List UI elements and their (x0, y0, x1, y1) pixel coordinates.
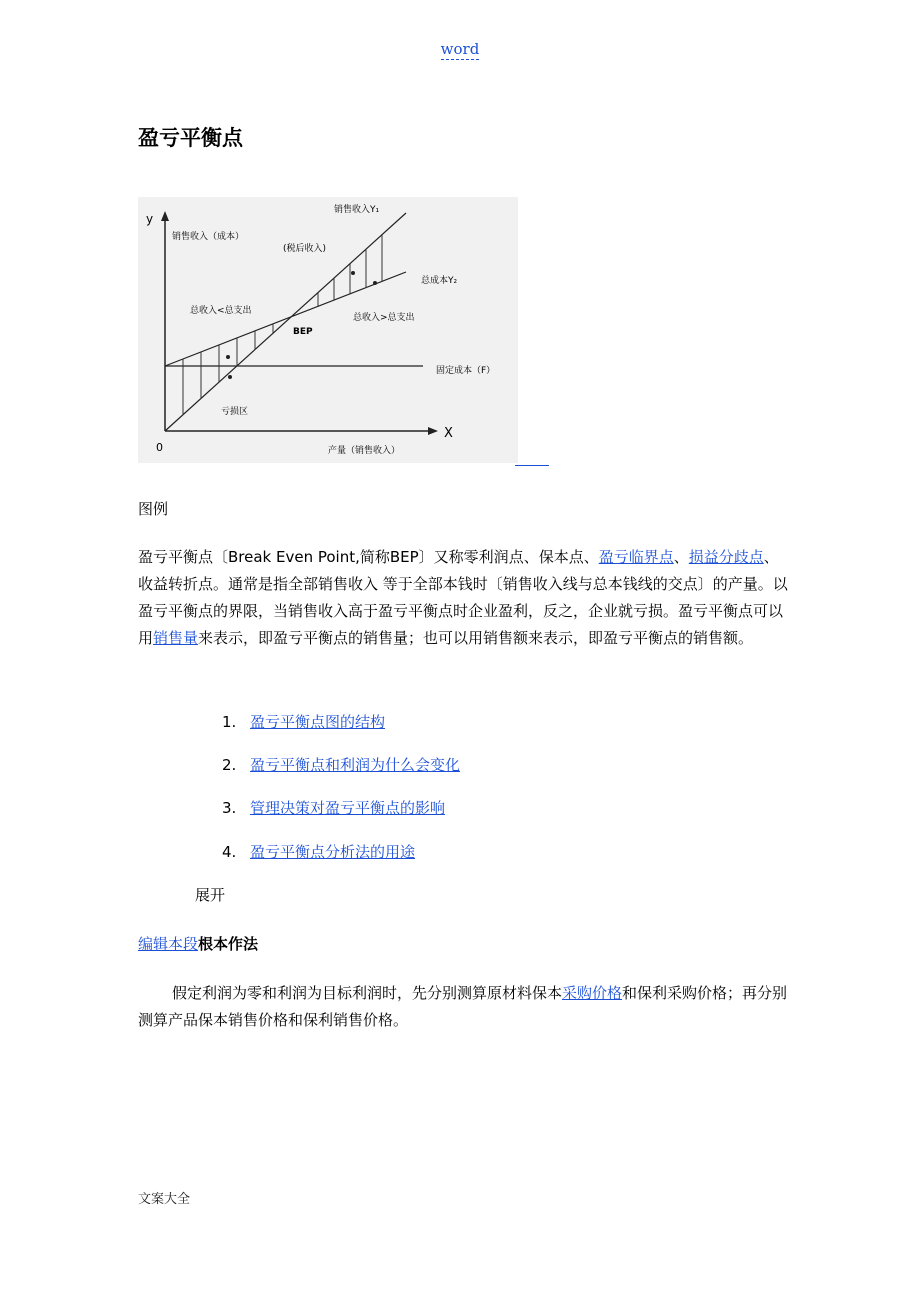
method-text-1: 假定利润为零和利润为目标利润时，先分别测算原材料保本 (172, 984, 563, 1002)
link-breakeven-critical-point[interactable]: 盈亏临界点 (598, 548, 674, 566)
after-tax-label: (税后收入) (283, 244, 327, 254)
fixed-cost-label: 固定成本（F） (436, 366, 496, 376)
bep-label: BEP (293, 327, 313, 337)
y-axis-title: 销售收入（成本） (172, 232, 245, 242)
loss-zone-dot (228, 375, 232, 379)
loss-dot (226, 355, 230, 359)
header-word-text[interactable]: word (440, 40, 480, 58)
break-even-figure (138, 197, 518, 463)
origin-label: 0 (156, 441, 163, 454)
toc-number: 1. (222, 713, 237, 731)
total-cost-label: 总成本Y₂ (421, 276, 458, 286)
expand-toggle[interactable]: 展开 (195, 886, 226, 904)
toc-number: 4. (222, 843, 237, 861)
axis-x-label: X (444, 426, 453, 441)
intro-text-4: 来表示，即盈亏平衡点的销售量；也可以用销售额来表示，即盈亏平衡点的销售额。 (198, 629, 754, 647)
link-sales-volume[interactable]: 销售量 (153, 629, 199, 647)
section-heading (138, 933, 258, 954)
method-paragraph (138, 980, 788, 1034)
break-even-chart (138, 197, 518, 463)
x-axis-arrow (428, 427, 438, 435)
figure-caption: 图例 (138, 500, 169, 518)
loss-condition-label: 总收入<总支出 (190, 306, 252, 316)
toc-link[interactable]: 管理决策对盈亏平衡点的影响 (250, 799, 446, 817)
toc-item[interactable] (222, 711, 385, 732)
loss-zone-hatching (183, 324, 273, 415)
after-tax-dot (351, 271, 355, 275)
toc-number: 2. (222, 756, 237, 774)
profit-condition-label: 总收入>总支出 (353, 313, 415, 323)
axis-y-label: y (146, 212, 154, 226)
intro-text-2: 、 (673, 548, 689, 566)
x-axis-title: 产量（销售收入） (328, 446, 401, 456)
link-profit-loss-divergence[interactable]: 损益分歧点 (688, 548, 764, 566)
figure-link-underline[interactable] (515, 465, 549, 466)
edit-section-link[interactable]: 编辑本段 (138, 935, 199, 953)
toc-link[interactable]: 盈亏平衡点和利润为什么会变化 (250, 756, 461, 774)
toc-number: 3. (222, 799, 237, 817)
intro-paragraph (138, 544, 788, 652)
profit-zone-hatching (318, 235, 382, 307)
toc-link[interactable]: 盈亏平衡点图的结构 (250, 713, 386, 731)
page-title: 盈亏平衡点 (138, 126, 243, 150)
toc-item[interactable] (222, 841, 415, 862)
toc-item[interactable] (222, 754, 460, 775)
toc-item[interactable] (222, 797, 445, 818)
page-footer: 文案大全 (138, 1192, 191, 1207)
intro-text-1: 盈亏平衡点〔Break Even Point,简称BEP〕又称零利润点、保本点、 (138, 548, 599, 566)
y-axis-arrow (161, 211, 169, 221)
revenue-line-label: 销售收入Y₁ (334, 205, 380, 215)
section-title: 根本作法 (198, 935, 259, 953)
intro-text-3: 、收益转折点。通常是指全部销售收入 等于全部本钱时〔销售收入线与总本钱线的交点〕的产量。以盈亏平衡点的界限，当销售收入高于盈亏平衡点时企业盈利，反之，企业就亏损。盈亏平衡点可以用 (138, 548, 788, 647)
toc-link[interactable]: 盈亏平衡点分析法的用途 (250, 843, 416, 861)
profit-dot (373, 281, 377, 285)
method-text-2: 和保利采购价格；再分别测算产品保本销售价格和保利销售价格。 (138, 984, 788, 1029)
header-word-link[interactable] (0, 40, 920, 58)
loss-zone-label: 亏损区 (221, 407, 249, 417)
link-purchase-price[interactable]: 采购价格 (562, 984, 623, 1002)
